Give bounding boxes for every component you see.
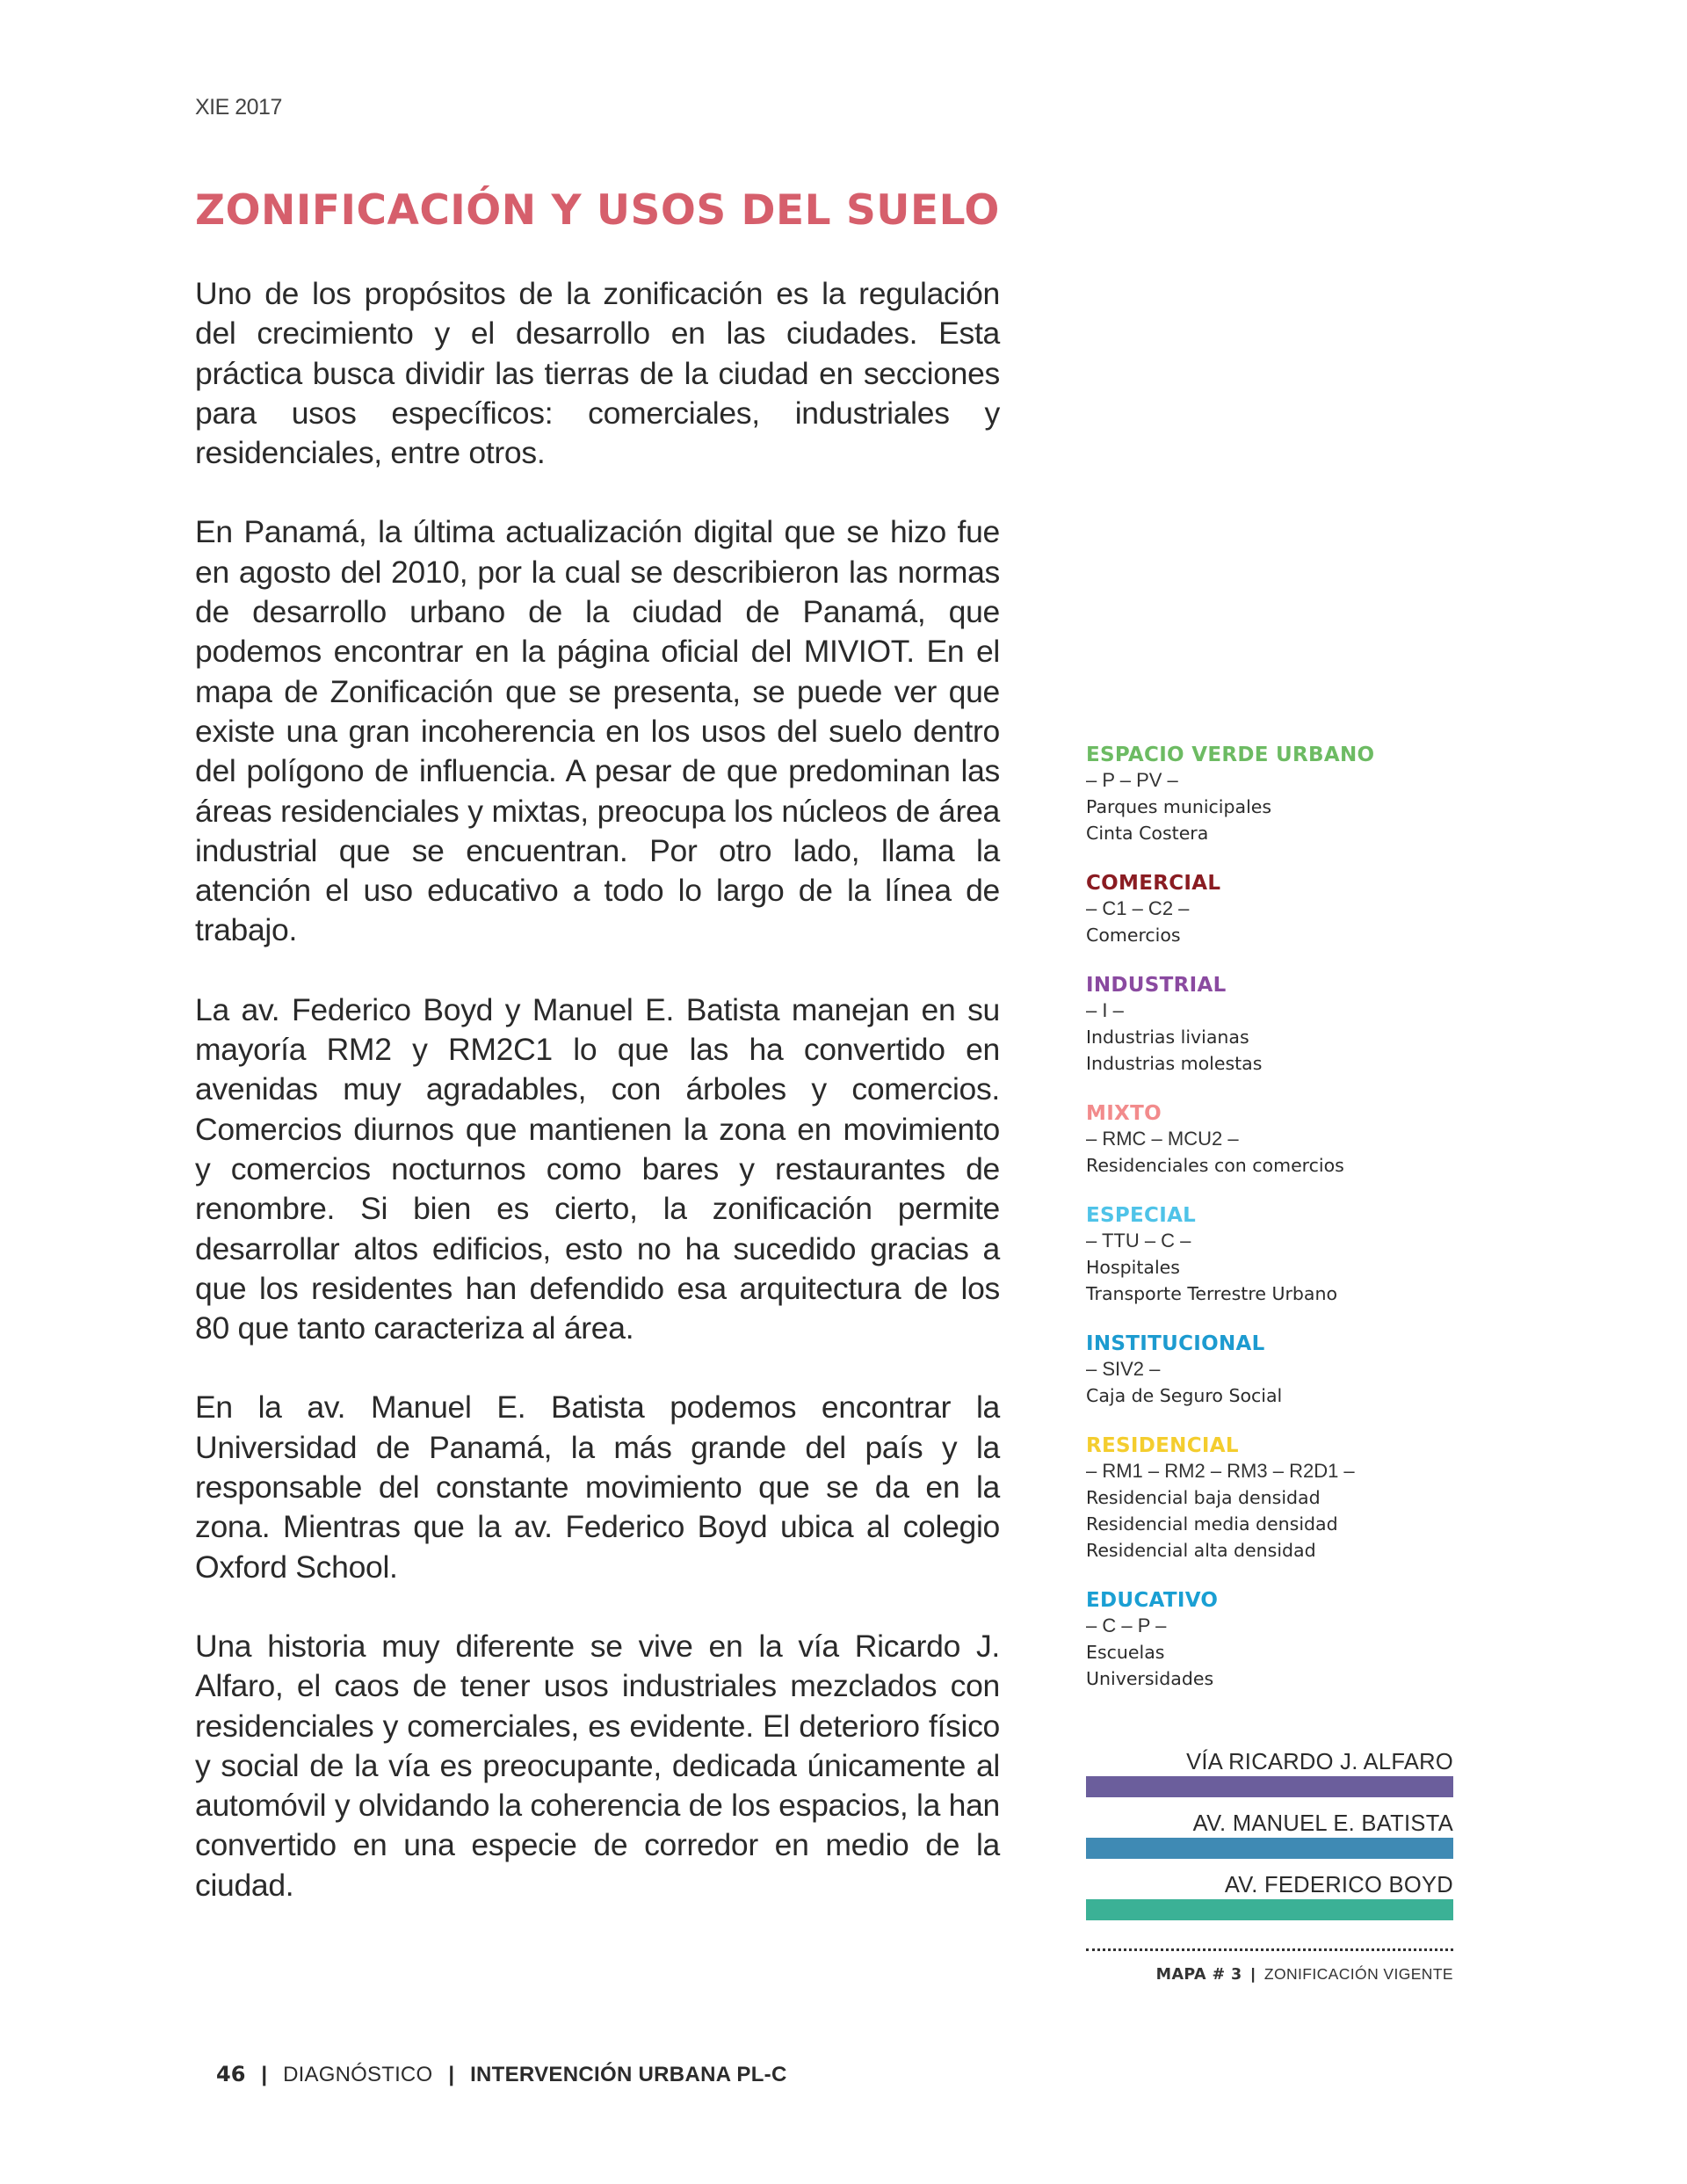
footer-section: DIAGNÓSTICO <box>283 2063 433 2086</box>
legend-codes: – RM1 – RM2 – RM3 – R2D1 – <box>1086 1460 1355 1482</box>
legend-codes: – TTU – C – <box>1086 1230 1191 1252</box>
legend-title: ESPACIO VERDE URBANO <box>1086 744 1375 766</box>
footer-separator: | <box>261 2063 268 2086</box>
road-federico-boyd <box>1086 1872 1453 1934</box>
legend-item: Transporte Terrestre Urbano <box>1086 1283 1337 1304</box>
page-number: 46 <box>216 2062 246 2086</box>
paragraph: La av. Federico Boyd y Manuel E. Batista manejan en su mayoría RM2 y RM2C1 lo que las ha convertido en avenidas muy agradables, con árboles y comercios. Comercios diurnos que mantienen la zona en movimiento y comercios nocturnos como bares y restaurantes de renombre. Si bien es cierto, la zonificación permite desarrollar altos edificios, esto no ha sucedido gracias a que los residentes han defendido esa arquitectura de los 80 que tanto caracteriza al área. <box>195 991 1000 1346</box>
legend-group-espacio-verde <box>1086 743 1455 846</box>
legend-group-educativo <box>1086 1588 1455 1692</box>
legend-codes: – P – PV – <box>1086 769 1178 791</box>
body-text <box>195 274 1000 1945</box>
page-footer <box>216 2062 787 2087</box>
legend-codes: – SIV2 – <box>1086 1358 1161 1380</box>
legend-title: COMERCIAL <box>1086 872 1221 895</box>
legend-item: Cinta Costera <box>1086 823 1209 844</box>
legend-group-comercial <box>1086 871 1455 948</box>
legend-item: Universidades <box>1086 1668 1214 1689</box>
road-ricardo-alfaro <box>1086 1749 1453 1810</box>
legend-group-residencial <box>1086 1433 1455 1564</box>
paragraph: Una historia muy diferente se vive en la vía Ricardo J. Alfaro, el caos de tener usos industriales mezclados con residenciales y comerciales, es evidente. El deterioro físico y social de la vía es preocupante, dedicada únicamente al automóvil y olvidando la coherencia de los espacios, la han convertido en una especie de corredor en medio de la ciudad. <box>195 1628 1000 1903</box>
road-label: AV. FEDERICO BOYD <box>1224 1873 1453 1897</box>
legend-title: RESIDENCIAL <box>1086 1434 1239 1457</box>
legend-group-especial <box>1086 1203 1455 1307</box>
legend-item: Escuelas <box>1086 1642 1165 1663</box>
legend-codes: – C1 – C2 – <box>1086 897 1190 919</box>
legend-item: Residenciales con comercios <box>1086 1155 1344 1176</box>
map-caption <box>1156 1965 1453 1984</box>
page-title: ZONIFICACIÓN Y USOS DEL SUELO <box>195 186 1000 235</box>
paragraph: En la av. Manuel E. Batista podemos encontrar la Universidad de Panamá, la más grande del país y la responsable del constante movimiento que se da en la zona. Mientras que la av. Federico Boyd ubica al colegio Oxford School. <box>195 1389 1000 1585</box>
paragraph: Uno de los propósitos de la zonificación es la regulación del crecimiento y el desarrollo en las ciudades. Esta práctica busca dividir las tierras de la ciudad en secciones para usos específicos: comerciales, industriales y residenciales, entre otros. <box>195 276 1000 471</box>
legend-item: Residencial media densidad <box>1086 1513 1338 1535</box>
legend-title: ESPECIAL <box>1086 1204 1197 1227</box>
dotted-divider <box>1086 1948 1453 1951</box>
legend-title: INSTITUCIONAL <box>1086 1332 1265 1355</box>
map-number: MAPA # 3 <box>1155 1966 1242 1984</box>
footer-separator: | <box>448 2063 455 2086</box>
legend-codes: – I – <box>1086 999 1124 1021</box>
map-name: ZONIFICACIÓN VIGENTE <box>1263 1965 1453 1983</box>
legend-codes: – RMC – MCU2 – <box>1086 1128 1239 1150</box>
paragraph: En Panamá, la última actualización digital que se hizo fue en agosto del 2010, por la cual se describieron las normas de desarrollo urbano de la ciudad de Panamá, que podemos encontrar en la página oficial del MIVIOT. En el mapa de Zonificación que se presenta, se puede ver que existe una gran incoherencia en los usos del suelo dentro del polígono de influencia. A pesar de que predominan las áreas residenciales y mixtas, preocupa los núcleos de área industrial que se encuentran. Por otro lado, llama la atención el uso educativo a todo lo largo de la línea de trabajo. <box>195 514 1000 948</box>
zoning-legend <box>1086 743 1455 1716</box>
footer-document-title: INTERVENCIÓN URBANA PL-C <box>470 2063 787 2086</box>
legend-item: Parques municipales <box>1086 796 1272 817</box>
legend-group-institucional <box>1086 1331 1455 1409</box>
legend-item: Industrias livianas <box>1086 1027 1249 1048</box>
legend-title: MIXTO <box>1086 1102 1162 1125</box>
legend-item: Industrias molestas <box>1086 1053 1263 1074</box>
legend-item: Comercios <box>1086 925 1181 946</box>
legend-title: INDUSTRIAL <box>1086 974 1227 997</box>
road-color-bar <box>1086 1838 1453 1859</box>
legend-item: Residencial alta densidad <box>1086 1540 1316 1561</box>
road-color-bar <box>1086 1776 1453 1797</box>
legend-group-industrial <box>1086 973 1455 1077</box>
road-key <box>1086 1749 1453 1934</box>
road-label: AV. MANUEL E. BATISTA <box>1192 1811 1453 1836</box>
legend-item: Residencial baja densidad <box>1086 1487 1321 1508</box>
legend-item: Caja de Seguro Social <box>1086 1385 1283 1406</box>
road-manuel-batista <box>1086 1810 1453 1872</box>
legend-codes: – C – P – <box>1086 1614 1167 1636</box>
legend-title: EDUCATIVO <box>1086 1589 1219 1612</box>
running-head: XIE 2017 <box>195 95 282 120</box>
legend-item: Hospitales <box>1086 1257 1180 1278</box>
caption-separator: | <box>1250 1965 1256 1983</box>
legend-group-mixto <box>1086 1101 1455 1179</box>
road-color-bar <box>1086 1899 1453 1920</box>
road-label: VÍA RICARDO J. ALFARO <box>1186 1750 1453 1774</box>
